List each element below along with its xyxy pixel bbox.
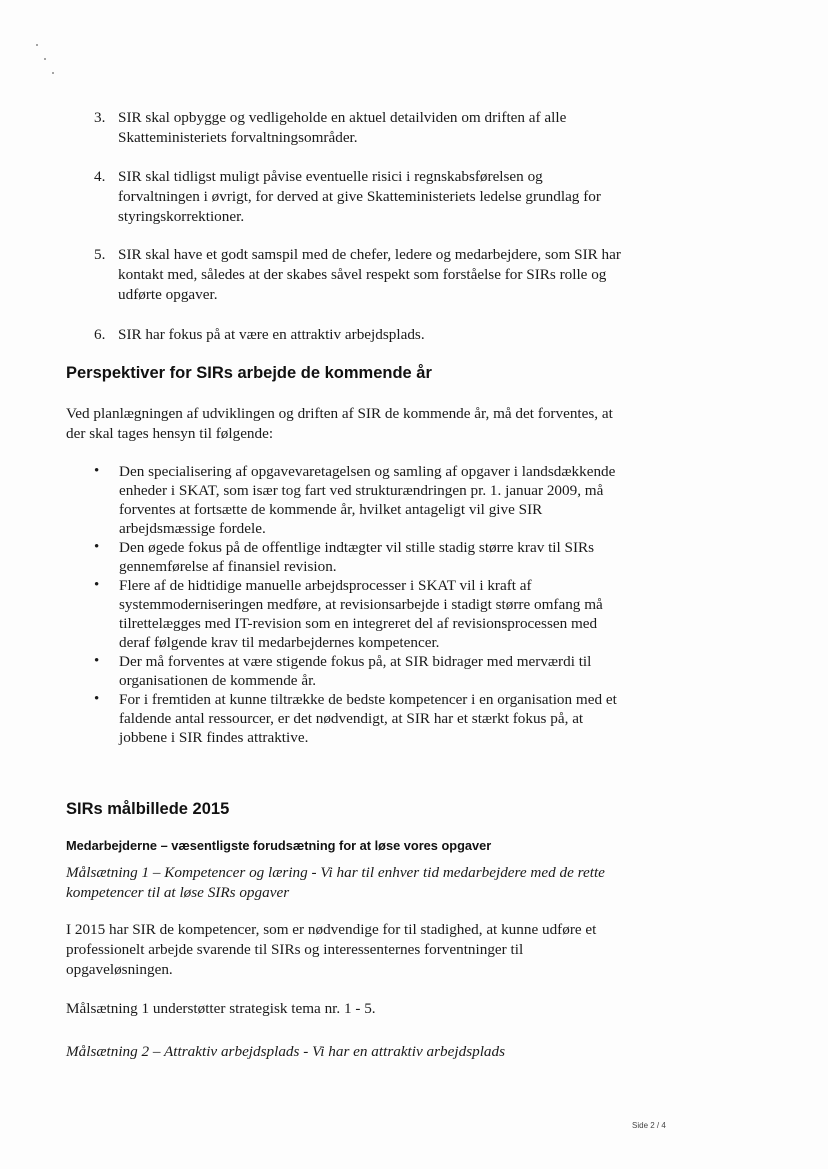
- bullet-item: • Flere af de hidtidige manuelle arbejdsprocesser i SKAT vil i kraft af systemmoderniseringen medføre, at revisionsarbejde i stadigt større omfang må tilrettelægges med IT-revision som en integreret del af revisionsprocessen med deraf følgende krav til medarbejdernes kompetencer.: [94, 576, 624, 652]
- section-heading-target: SIRs målbillede 2015: [66, 800, 230, 818]
- goal-2-title: Målsætning 2 – Attraktiv arbejdsplads - Vi har en attraktiv arbejdsplads: [66, 1043, 506, 1060]
- item-number: 3.: [94, 109, 106, 126]
- goal-1-title: Målsætning 1 – Kompetencer og læring - Vi har til enhver tid medarbejdere med de rette kompetencer til at løse SIRs opgaver: [66, 864, 605, 901]
- item-text: SIR har fokus på at være en attraktiv arbejdsplads.: [118, 326, 425, 343]
- bullet-item: • For i fremtiden at kunne tiltrække de bedste kompetencer i en organisation med et faldende antal ressourcer, er det nødvendigt, at SIR har et stærkt fokus på, at jobbene i SIR findes attraktive.: [94, 690, 624, 747]
- bullet-item: • Der må forventes at være stigende fokus på, at SIR bidrager med merværdi til organisationen de kommende år.: [94, 652, 624, 690]
- numbered-item-6: [94, 325, 624, 345]
- item-number: 4.: [94, 168, 106, 185]
- item-number: 6.: [94, 326, 106, 343]
- bullet-item: • Den øgede fokus på de offentlige indtægter vil stille stadig større krav til SIRs gennemførelse af finansiel revision.: [94, 538, 624, 576]
- item-text: SIR skal opbygge og vedligeholde en aktuel detailviden om driften af alle Skatteministeriets forvaltningsområder.: [118, 109, 567, 146]
- numbered-item-5: [94, 245, 624, 305]
- perspectives-intro: Ved planlægningen af udviklingen og driften af SIR de kommende år, må det forventes, at der skal tages hensyn til følgende:: [66, 405, 613, 442]
- goal-1-body: I 2015 har SIR de kompetencer, som er nødvendige for til stadighed, at kunne udføre et professionelt arbejde svarende til SIRs og interessenternes forventninger til opgaveløsningen.: [66, 921, 597, 978]
- bullet-item: • Den specialisering af opgavevaretagelsen og samling af opgaver i landsdækkende enheder i SKAT, som især tog fart ved strukturændringen pr. 1. januar 2009, må forventes at fortsætte de kommende år, hvilket antageligt vil give SIR arbejdsmæssige fordele.: [94, 462, 624, 538]
- numbered-item-4: [94, 167, 624, 227]
- numbered-item-3: [94, 108, 624, 148]
- item-text: SIR skal have et godt samspil med de chefer, ledere og medarbejdere, som SIR har kontakt med, således at der skabes såvel respekt som forståelse for SIRs rolle og udførte opgaver.: [118, 246, 621, 303]
- perspectives-bullet-list: [94, 462, 624, 747]
- item-number: 5.: [94, 246, 106, 263]
- subheading-employees: Medarbejderne – væsentligste forudsætning for at løse vores opgaver: [66, 838, 492, 853]
- item-text: SIR skal tidligst muligt påvise eventuelle risici i regnskabsførelsen og forvaltningen i øvrigt, for derved at give Skatteministeriets ledelse grundlag for styringskorrektioner.: [118, 168, 601, 225]
- goal-1-support: Målsætning 1 understøtter strategisk tema nr. 1 - 5.: [66, 1000, 376, 1017]
- page-number: Side 2 / 4: [632, 1121, 666, 1130]
- section-heading-perspectives: Perspektiver for SIRs arbejde de kommende år: [66, 364, 432, 382]
